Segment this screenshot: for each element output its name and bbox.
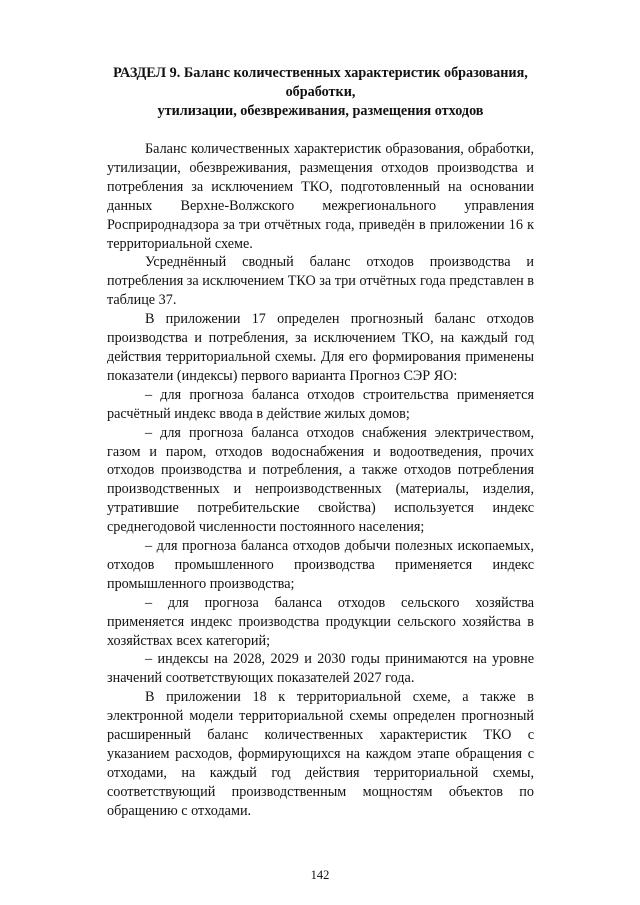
list-item-mining-industrial-waste: – для прогноза баланса отходов добычи полезных ископаемых, отходов промышленного производства применяется индекс промышленного производства; xyxy=(107,538,534,592)
body-text xyxy=(107,140,534,821)
section-heading-line-2: утилизации, обезвреживания, размещения отходов xyxy=(157,103,484,119)
paragraph-forecast-appendix-17: В приложении 17 определен прогнозный баланс отходов производства и потребления, за исключением ТКО, на каждый год действия территориальной схемы. Для его формирования применены показатели (индексы) первого варианта Прогноз СЭР ЯО: xyxy=(107,311,534,384)
list-item-utilities-waste: – для прогноза баланса отходов снабжения электричеством, газом и паром, отходов водоснабжения и водоотведения, прочих отходов производства и потребления, а также отходов потребления производственных и непроизводственных (материалы, изделия, утратившие потребительские свойства) используется индекс среднегодовой численности постоянного населения; xyxy=(107,424,534,536)
paragraph-appendix-18: В приложении 18 к территориальной схеме, а также в электронной модели территориальной схемы определен прогнозный расширенный баланс количественных характеристик ТКО с указанием расходов, формирующихся на каждом этапе обращения с отходами, на каждый год действия территориальной схемы, соответствующий производственным мощностям объектов по обращению с отходами. xyxy=(107,689,534,819)
list-item-agricultural-waste: – для прогноза баланса отходов сельского хозяйства применяется индекс производства продукции сельского хозяйства в хозяйствах всех категорий; xyxy=(107,594,534,649)
page-number: 142 xyxy=(310,868,330,882)
document-page xyxy=(107,64,534,821)
section-heading xyxy=(107,64,534,121)
list-item-construction-waste: – для прогноза баланса отходов строительства применяется расчётный индекс ввода в действие жилых домов; xyxy=(107,386,534,422)
section-heading-line-1: РАЗДЕЛ 9. Баланс количественных характеристик образования, обработки, xyxy=(113,65,528,100)
list-item-indices-2028-2030: – индексы на 2028, 2029 и 2030 годы принимаются на уровне значений соответствующих показателей 2027 года. xyxy=(107,651,534,687)
paragraph-balance-intro: Баланс количественных характеристик образования, обработки, утилизации, обезвреживания, размещения отходов производства и потребления за исключением ТКО, подготовленный на основании данных Верхне-Волжского межрегионального управления Росприроднадзора за три отчётных года, приведён в приложении 16 к территориальной схеме. xyxy=(107,141,534,252)
paragraph-average-balance: Усреднённый сводный баланс отходов производства и потребления за исключением ТКО за три отчётных года представлен в таблице 37. xyxy=(107,254,534,309)
